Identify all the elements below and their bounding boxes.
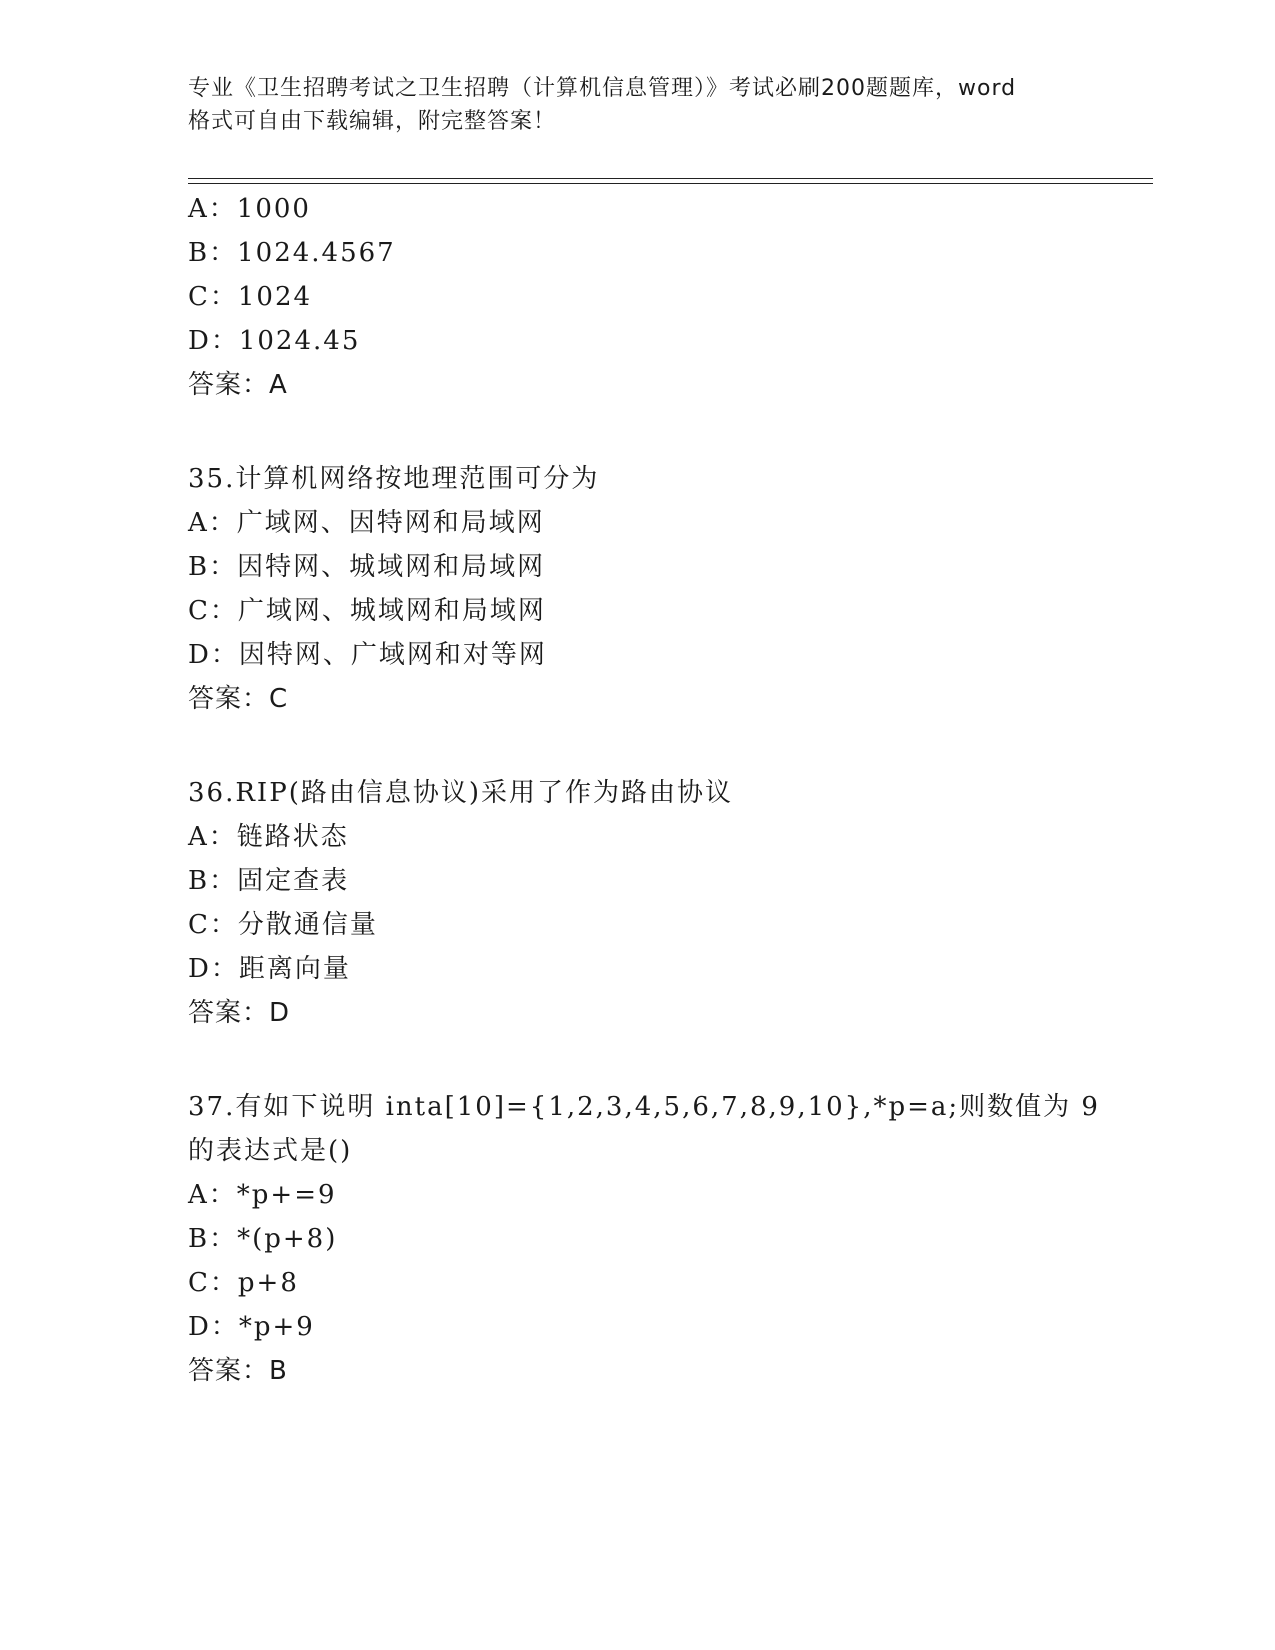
header-line-2: 格式可自由下载编辑，附完整答案！ bbox=[188, 109, 557, 134]
q35-option-b: B：因特网、城域网和局域网 bbox=[188, 552, 546, 582]
q36-option-b: B：固定查表 bbox=[188, 866, 350, 896]
q36-option-d: D：距离向量 bbox=[188, 954, 351, 984]
q36-option-c: C：分散通信量 bbox=[188, 910, 378, 940]
q35-stem: 35.计算机网络按地理范围可分为 bbox=[188, 464, 600, 494]
q37-option-b: B：*(p+8) bbox=[188, 1224, 338, 1254]
q35-option-c: C：广域网、城域网和局域网 bbox=[188, 596, 546, 626]
q37-option-a: A：*p+=9 bbox=[188, 1180, 337, 1210]
q36-answer: 答案：D bbox=[188, 998, 291, 1028]
q34-option-a: A：1000 bbox=[188, 194, 311, 224]
q34-option-b: B：1024.4567 bbox=[188, 238, 396, 268]
header-divider-bottom bbox=[188, 183, 1153, 184]
q35-option-d: D：因特网、广域网和对等网 bbox=[188, 640, 547, 670]
q37-answer: 答案：B bbox=[188, 1356, 288, 1386]
q35-answer: 答案：C bbox=[188, 684, 289, 714]
header-line-1: 专业《卫生招聘考试之卫生招聘（计算机信息管理）》考试必刷200题题库，word bbox=[188, 76, 1017, 101]
q34-option-c: C：1024 bbox=[188, 282, 313, 312]
q36-stem: 36.RIP(路由信息协议)采用了作为路由协议 bbox=[188, 778, 733, 808]
q34-option-d: D：1024.45 bbox=[188, 326, 361, 356]
header-divider-top bbox=[188, 178, 1153, 179]
q37-stem-line-2: 的表达式是() bbox=[188, 1136, 353, 1166]
q34-answer: 答案：A bbox=[188, 370, 288, 400]
document-header bbox=[188, 72, 1088, 138]
q37-option-c: C：p+8 bbox=[188, 1268, 299, 1298]
q35-option-a: A：广域网、因特网和局域网 bbox=[188, 508, 545, 538]
q37-option-d: D：*p+9 bbox=[188, 1312, 315, 1342]
q36-option-a: A：链路状态 bbox=[188, 822, 349, 852]
q37-stem-line-1: 37.有如下说明 inta[10]={1,2,3,4,5,6,7,8,9,10},*p=a;则数值为 9 bbox=[188, 1092, 1100, 1122]
